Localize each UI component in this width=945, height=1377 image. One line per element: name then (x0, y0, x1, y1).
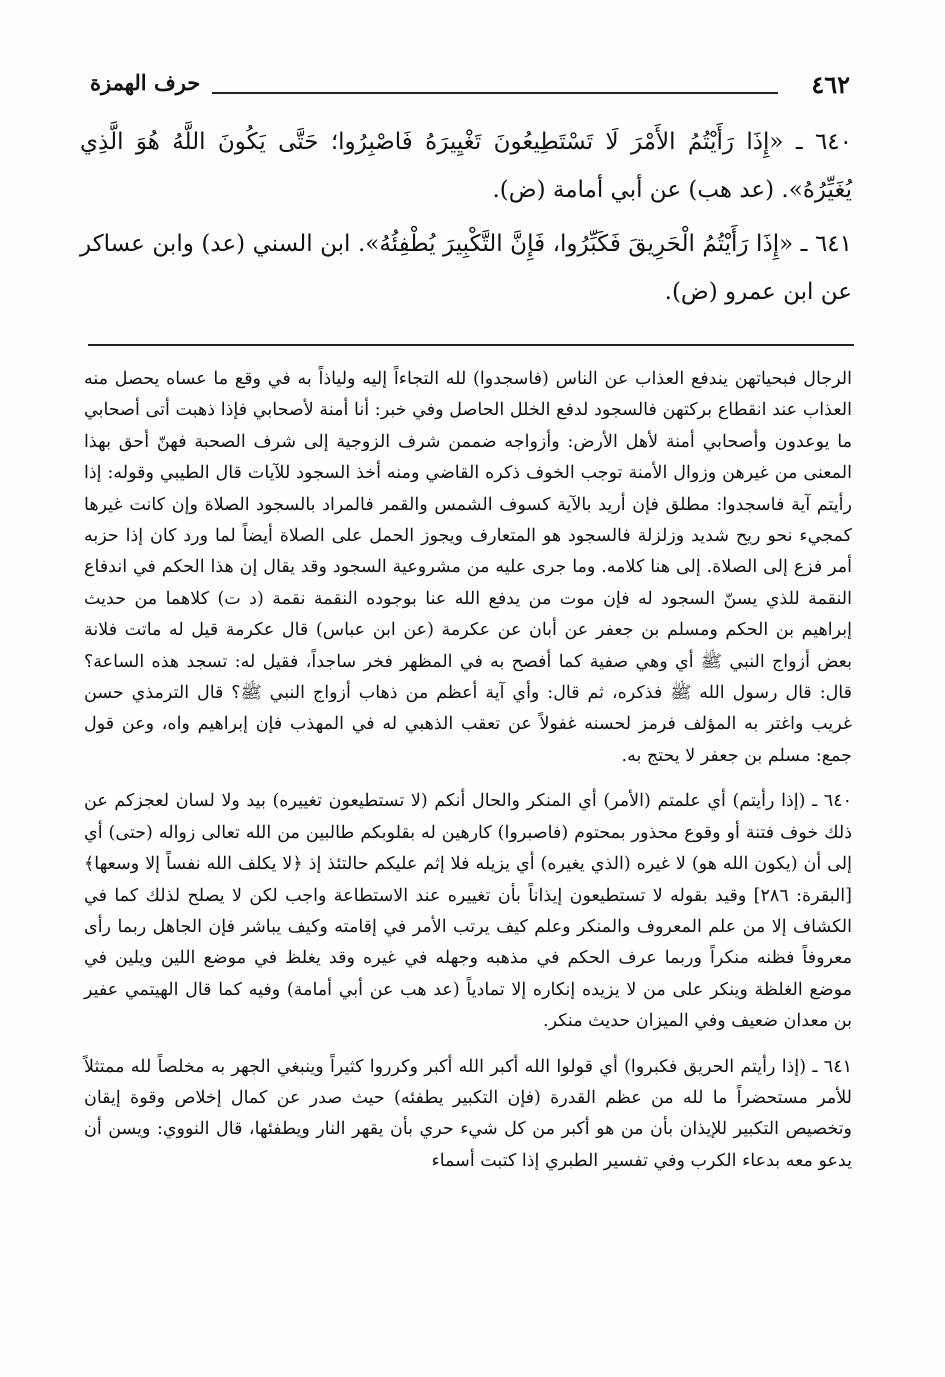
page-number: ٤٦٢ (811, 70, 850, 99)
commentary-paragraph-continued: الرجال فبحياتهن يندفع العذاب عن الناس (فاسجدوا) لله التجاءاً إليه ولياذاً به في وقع ما عساه يحصل منه العذاب عند انقطاع بركتهن فالسجود لدفع الخلل الحاصل وفي خبر: أنا أمنة لأصحابي فإذا ذهبت أتى أصحابي ما يوعدون وأصحابي أمنة لأهل الأرض: وأزواجه ضممن شرف الزوجية إلى شرف الصحبة فهنّ أحق بهذا المعنى من غيرهن وزوال الأمنة توجب الخوف ذكره القاضي ومنه أخذ السجود للآيات قال الطيبي وقوله: إذا رأيتم آية فاسجدوا: مطلق فإن أريد بالآية كسوف الشمس والقمر فالمراد بالسجود الصلاة وإن كانت غيرها كمجيء نحو ريح شديد وزلزلة فالسجود هو المتعارف ويجوز الحمل على الصلاة أيضاً لما ورد كان إذا حزبه أمر فزع إلى الصلاة. إلى هنا كلامه. وما جرى عليه من مشروعية السجود وقد يقال إن هذا الحكم في اندفاع النقمة للذي يسنّ السجود له فإن موت من يدفع الله عنا بوجوده النقمة نقمة (د ت) كلاهما من حديث إبراهيم بن الحكم ومسلم بن جعفر عن أبان عن عكرمة (عن ابن عباس) قال عكرمة قيل له ماتت فلانة بعض أزواج النبي ﷺ أي وهي صفية كما أفصح به في المظهر فخر ساجداً، فقيل له: تسجد هذه الساعة؟ قال: قال رسول الله ﷺ فذكره، ثم قال: وأي آية أعظم من ذهاب أزواج النبي ﷺ؟ قال الترمذي حسن غريب واغتر به المؤلف فرمز لحسنه غفولاً عن تعقب الذهبي له في المهذب فإن إبراهيم واه، وعن قول جمع: مسلم بن جعفر لا يحتج به. (84, 369, 852, 766)
page-header (90, 70, 850, 104)
hadith-640: ٦٤٠ ـ «إِذَا رَأَيْتُمُ الأَمْرَ لَا تَسْتَطِيعُونَ تَغْيِيرَهُ فَاصْبِرُوا؛ حَتَّى يَكُونَ اللَّهُ هُوَ الَّذِي يُغَيِّرُهُ». (عد هب) عن أبي أمامة (ض). (80, 129, 852, 203)
commentary-paragraph-640: ٦٤٠ ـ (إذا رأيتم) أي علمتم (الأمر) أي المنكر والحال أنكم (لا تستطيعون تغييره) بيد ولا لسان لعجزكم عن ذلك خوف فتنة أو وقوع محذور بمحتوم (فاصبروا) كارهين له بقلوبكم طالبين من الله تعالى زواله (حتى) أي إلى أن (يكون الله هو) لا غيره (الذي يغيره) أي يزيله فلا إثم عليكم حالتئذ إذ ﴿لا يكلف الله نفساً إلا وسعها﴾ [البقرة: ٢٨٦] وقيد بقوله لا تستطيعون إيذاناً بأن تغييره عند الاستطاعة واجب لكن لا يصلح لذلك كما في الكشاف إلا من علم المعروف والمنكر وعلم كيف يرتب الأمر في إقامته وكيف يباشر فإن الجاهل ربما رأى معروفاً فظنه منكراً وربما عرف الحكم في مذهبه وجهله في غيره وقد يغلظ في موضع اللين ويلين في موضع الغلظة وينكر على من لا يزيده إنكاره إلا تمادياً (عد هب عن أبي أمامة) وفيه كما قال الهيتمي عفير بن معدان ضعيف وفي الميزان حديث منكر. (84, 791, 852, 1032)
commentary-paragraph-641: ٦٤١ ـ (إذا رأيتم الحريق فكبروا) أي قولوا الله أكبر الله أكبر وكرروا كثيراً وينبغي الجهر به مخلصاً لله ممتثلاً للأمر مستحضراً ما لله من عظم القدرة (فإن التكبير يطفئه) حيث صدر عن كمال إخلاص وقوة إيقان وتخصيص التكبير للإيذان بأن من هو أكبر من كل شيء حري بأن يقهر النار ويطفئها، قال النووي: ويسن أن يدعو معه بدعاء الكرب وفي تفسير الطبري إذا كتبت أسماء (84, 1056, 852, 1171)
footnote-separator (88, 344, 854, 346)
hadith-641: ٦٤١ ـ «إِذَا رَأَيْتُمُ الْحَرِيقَ فَكَبِّرُوا، فَإِنَّ التَّكْبِيرَ يُطْفِئُهُ». ابن السني (عد) وابن عساكر عن ابن عمرو (ض). (80, 231, 852, 305)
hadith-text-block (80, 118, 852, 322)
chapter-title: حرف الهمزة (90, 70, 201, 95)
header-rule (212, 92, 778, 94)
commentary-block (84, 364, 852, 1177)
